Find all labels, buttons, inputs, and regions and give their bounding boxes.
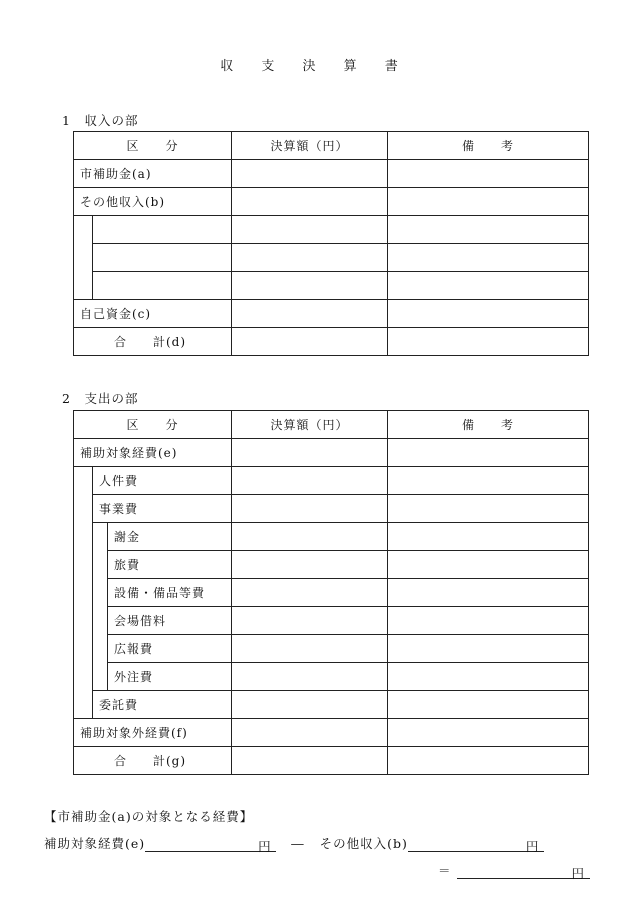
expense-row-business [74,495,589,523]
expense-remarks-travel[interactable] [388,551,589,579]
income-header-remarks: 備 考 [388,132,589,160]
formula-result-line [438,861,590,879]
income-section-title: 1 収入の部 [62,113,139,128]
expense-amount-business[interactable] [232,495,388,523]
income-row-total [74,328,589,356]
formula-eligible-amount-field[interactable] [145,837,258,852]
expense-row-travel [74,551,589,579]
formula-result-amount-field[interactable] [457,864,572,879]
income-remarks-other[interactable] [388,188,589,216]
expense-row-total [74,747,589,775]
income-other-detail-amount[interactable] [232,244,388,272]
expense-row-eligible [74,439,589,467]
income-other-detail-name[interactable] [93,272,232,300]
income-header-row [74,132,589,160]
expense-row-equipment [74,579,589,607]
expense-amount-personnel[interactable] [232,467,388,495]
income-remarks-city-subsidy[interactable] [388,160,589,188]
expense-remarks-venue[interactable] [388,607,589,635]
expense-header-remarks: 備 考 [388,411,589,439]
income-other-detail-remarks[interactable] [388,272,589,300]
formula-other-yen: 円 [526,837,544,852]
expense-label-eligible: 補助対象経費(e) [74,439,232,467]
expense-header-row [74,411,589,439]
income-table [73,131,589,356]
income-row-other [74,188,589,216]
expense-label-venue: 会場借料 [108,607,232,635]
expense-row-venue [74,607,589,635]
income-other-detail-remarks[interactable] [388,244,589,272]
income-row-other-detail [74,244,589,272]
expense-row-personnel [74,467,589,495]
formula-heading: 【市補助金(a)の対象となる経費】 [44,809,254,824]
income-row-other-detail [74,216,589,244]
expense-amount-travel[interactable] [232,551,388,579]
expense-remarks-personnel[interactable] [388,467,589,495]
expense-label-equipment: 設備・備品等費 [108,579,232,607]
income-other-detail-name[interactable] [93,244,232,272]
expense-row-honorarium [74,523,589,551]
expense-amount-honorarium[interactable] [232,523,388,551]
income-label-total: 合 計(d) [74,328,232,356]
expense-label-personnel: 人件費 [93,467,232,495]
income-header-category: 区 分 [74,132,232,160]
expense-amount-consignment[interactable] [232,691,388,719]
expense-label-business: 事業費 [93,495,232,523]
formula-eligible-yen: 円 [258,837,276,852]
income-label-other: その他収入(b) [74,188,232,216]
expense-remarks-eligible[interactable] [388,439,589,467]
expense-label-honorarium: 謝金 [108,523,232,551]
expense-amount-equipment[interactable] [232,579,388,607]
expense-section-title: 2 支出の部 [62,391,139,406]
income-remarks-own-funds[interactable] [388,300,589,328]
formula-result-yen: 円 [572,864,590,879]
income-other-detail-amount[interactable] [232,272,388,300]
formula-minus: ― [291,836,305,851]
indent-spacer [93,523,108,691]
expense-remarks-total[interactable] [388,747,589,775]
indent-spacer [74,216,93,300]
income-row-own-funds [74,300,589,328]
indent-spacer [74,467,93,719]
expense-amount-venue[interactable] [232,607,388,635]
formula-line [44,834,544,852]
document-title: 収 支 決 算 書 [220,59,410,74]
expense-row-publicity [74,635,589,663]
income-remarks-total[interactable] [388,328,589,356]
expense-header-amount: 決算額（円） [232,411,388,439]
expense-amount-ineligible[interactable] [232,719,388,747]
expense-label-total: 合 計(g) [74,747,232,775]
expense-label-travel: 旅費 [108,551,232,579]
expense-row-ineligible [74,719,589,747]
income-label-own-funds: 自己資金(c) [74,300,232,328]
expense-remarks-publicity[interactable] [388,635,589,663]
income-header-amount: 決算額（円） [232,132,388,160]
expense-header-category: 区 分 [74,411,232,439]
expense-label-ineligible: 補助対象外経費(f) [74,719,232,747]
formula-equals: ＝ [438,863,452,878]
expense-remarks-consignment[interactable] [388,691,589,719]
expense-row-outsourcing [74,663,589,691]
expense-amount-outsourcing[interactable] [232,663,388,691]
formula-eligible-label: 補助対象経費(e) [44,836,146,851]
expense-label-consignment: 委託費 [93,691,232,719]
income-amount-own-funds[interactable] [232,300,388,328]
expense-remarks-business[interactable] [388,495,589,523]
expense-table [73,410,589,775]
income-row-city-subsidy [74,160,589,188]
income-row-other-detail [74,272,589,300]
income-amount-city-subsidy[interactable] [232,160,388,188]
expense-amount-publicity[interactable] [232,635,388,663]
expense-remarks-ineligible[interactable] [388,719,589,747]
income-label-city-subsidy: 市補助金(a) [74,160,232,188]
income-other-detail-name[interactable] [93,216,232,244]
income-amount-total[interactable] [232,328,388,356]
formula-other-amount-field[interactable] [408,837,526,852]
income-amount-other[interactable] [232,188,388,216]
expense-amount-eligible[interactable] [232,439,388,467]
expense-amount-total[interactable] [232,747,388,775]
expense-label-publicity: 広報費 [108,635,232,663]
expense-remarks-outsourcing[interactable] [388,663,589,691]
expense-row-consignment [74,691,589,719]
formula-other-label: その他収入(b) [319,836,408,851]
income-other-detail-amount[interactable] [232,216,388,244]
expense-remarks-equipment[interactable] [388,579,589,607]
expense-label-outsourcing: 外注費 [108,663,232,691]
expense-remarks-honorarium[interactable] [388,523,589,551]
income-other-detail-remarks[interactable] [388,216,589,244]
